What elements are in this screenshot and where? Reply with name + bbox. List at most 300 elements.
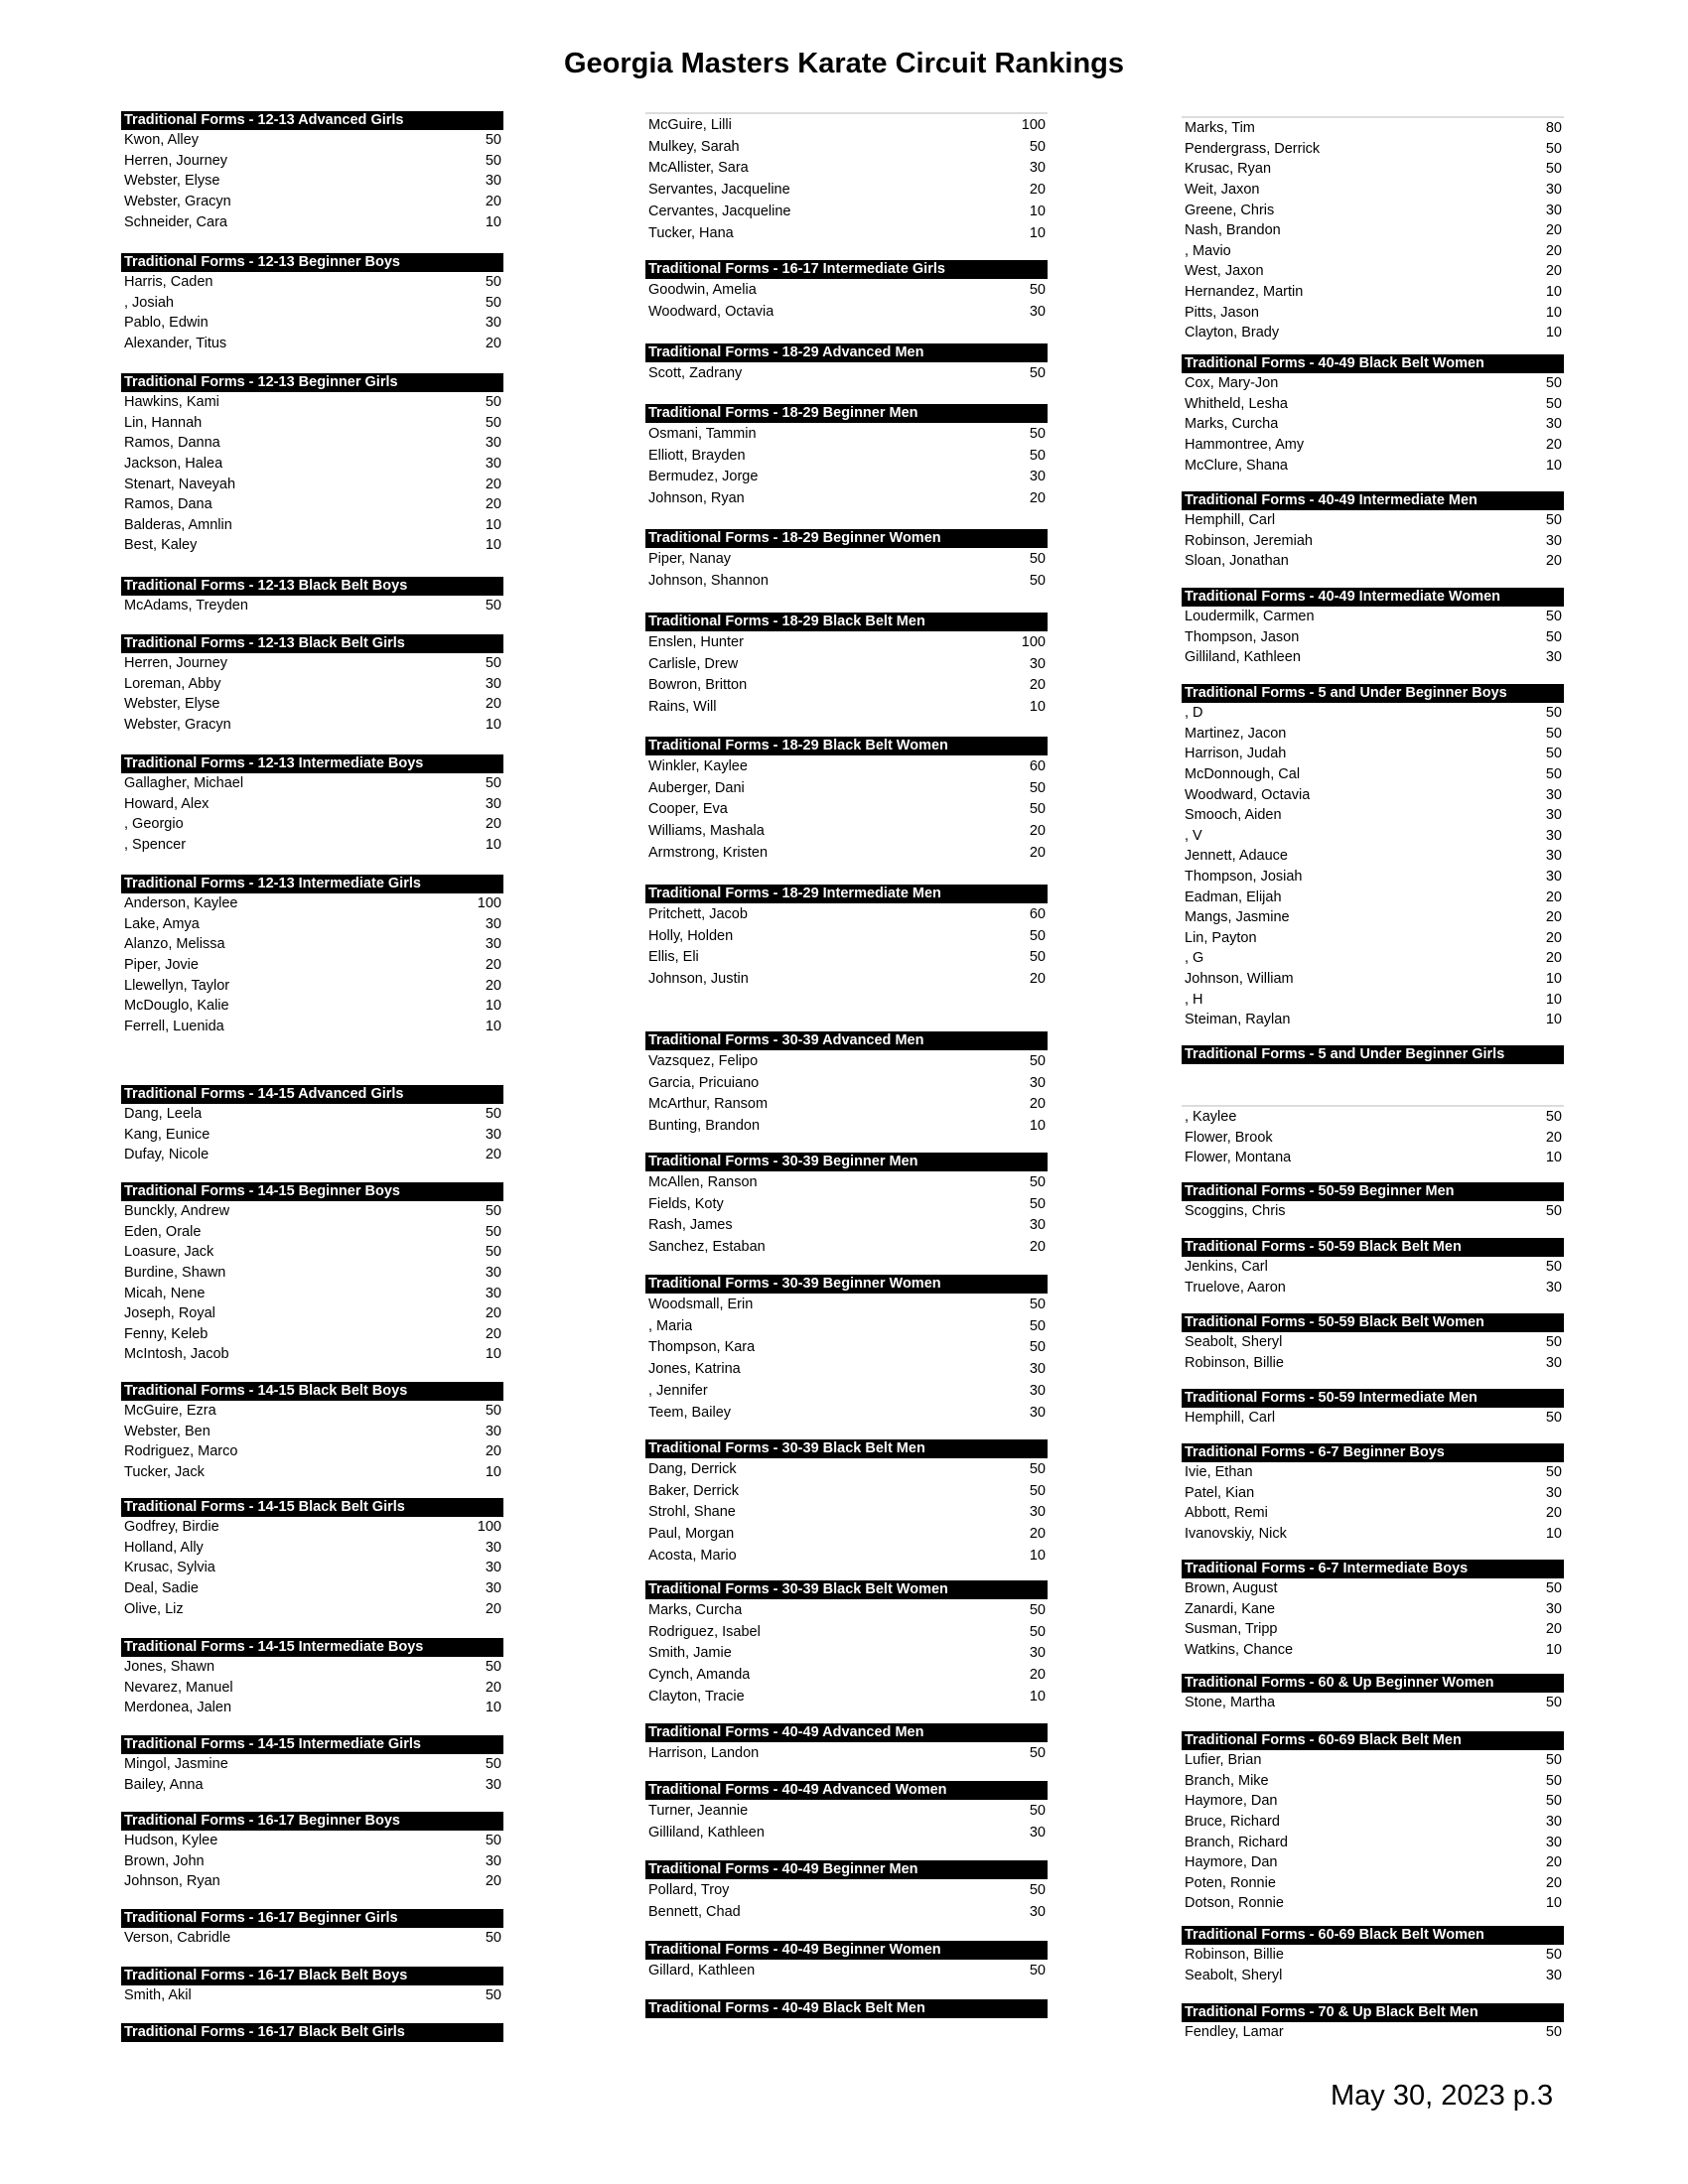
document-title: Georgia Masters Karate Circuit Rankings bbox=[563, 48, 1125, 79]
division-header: Traditional Forms - 40-49 Beginner Women bbox=[645, 1941, 1048, 1960]
competitor-points: 50 bbox=[1029, 801, 1046, 818]
competitor-row bbox=[1182, 1578, 1564, 1599]
competitor-points: 30 bbox=[485, 1423, 501, 1439]
competitor-name: Weit, Jaxon bbox=[1185, 182, 1260, 199]
competitor-name: Ellis, Eli bbox=[648, 949, 699, 966]
competitor-name: Williams, Mashala bbox=[648, 823, 765, 840]
competitor-row bbox=[645, 570, 1048, 592]
ranking-section bbox=[645, 1860, 1048, 1923]
competitor-points: 50 bbox=[1545, 609, 1562, 625]
ranking-section bbox=[121, 1812, 503, 1892]
competitor-row bbox=[645, 925, 1048, 947]
competitor-name: Steiman, Raylan bbox=[1185, 1012, 1291, 1028]
competitor-points: 30 bbox=[1545, 848, 1562, 865]
competitor-row bbox=[1182, 907, 1564, 928]
competitor-points: 10 bbox=[485, 717, 501, 734]
competitor-row bbox=[121, 1263, 503, 1284]
competitor-points: 50 bbox=[1029, 1623, 1046, 1640]
competitor-row bbox=[121, 171, 503, 192]
competitor-row bbox=[1182, 220, 1564, 241]
competitor-name: West, Jaxon bbox=[1185, 263, 1264, 280]
competitor-row bbox=[1182, 180, 1564, 201]
competitor-name: Stenart, Naveyah bbox=[124, 476, 236, 492]
division-header: Traditional Forms - 40-49 Intermediate Men bbox=[1182, 491, 1564, 510]
competitor-row bbox=[121, 1678, 503, 1699]
competitor-name: Dang, Leela bbox=[124, 1106, 203, 1123]
competitor-points: 10 bbox=[485, 213, 501, 230]
division-header: Traditional Forms - 5 and Under Beginner Boys bbox=[1182, 684, 1564, 703]
competitor-name: Paul, Morgan bbox=[648, 1526, 735, 1543]
competitor-name: Servantes, Jacqueline bbox=[648, 182, 790, 199]
division-header: Traditional Forms - 40-49 Advanced Women bbox=[645, 1781, 1048, 1800]
competitor-name: McClure, Shana bbox=[1185, 457, 1288, 474]
competitor-row bbox=[1182, 989, 1564, 1010]
competitor-name: Balderas, Amnlin bbox=[124, 516, 232, 533]
competitor-points: 20 bbox=[1029, 823, 1046, 840]
competitor-name: , Kaylee bbox=[1185, 1109, 1237, 1126]
competitor-row bbox=[645, 1822, 1048, 1843]
competitor-row bbox=[1182, 1353, 1564, 1374]
ranking-section bbox=[645, 260, 1048, 323]
competitor-row bbox=[1182, 414, 1564, 435]
competitor-name: Hernandez, Martin bbox=[1185, 284, 1304, 301]
competitor-row bbox=[645, 1458, 1048, 1480]
competitor-points: 20 bbox=[485, 336, 501, 352]
competitor-points: 10 bbox=[1029, 1548, 1046, 1565]
competitor-name: Seabolt, Sheryl bbox=[1185, 1967, 1283, 1983]
competitor-row bbox=[645, 1664, 1048, 1686]
competitor-points: 20 bbox=[1545, 888, 1562, 905]
competitor-points: 30 bbox=[1029, 1404, 1046, 1421]
competitor-name: , V bbox=[1185, 827, 1202, 844]
competitor-row bbox=[121, 272, 503, 293]
ranking-section bbox=[645, 1781, 1048, 1843]
competitor-name: Bowron, Britton bbox=[648, 677, 748, 694]
competitor-points: 30 bbox=[485, 1580, 501, 1597]
competitor-points: 30 bbox=[1029, 1074, 1046, 1091]
competitor-row bbox=[1182, 159, 1564, 180]
competitor-name: , Maria bbox=[648, 1317, 693, 1334]
competitor-name: Webster, Elyse bbox=[124, 173, 220, 190]
competitor-points: 50 bbox=[1029, 1962, 1046, 1979]
competitor-points: 30 bbox=[485, 1285, 501, 1301]
competitor-row bbox=[1182, 323, 1564, 343]
competitor-points: 20 bbox=[1545, 909, 1562, 926]
competitor-name: Harrison, Judah bbox=[1185, 746, 1287, 762]
competitor-points: 50 bbox=[1029, 1296, 1046, 1312]
division-header: Traditional Forms - 6-7 Intermediate Boys bbox=[1182, 1560, 1564, 1578]
competitor-points: 10 bbox=[485, 1346, 501, 1363]
competitor-row bbox=[1182, 764, 1564, 785]
competitor-row bbox=[645, 631, 1048, 653]
competitor-row bbox=[1182, 1462, 1564, 1483]
competitor-points: 50 bbox=[1029, 138, 1046, 155]
competitor-name: Branch, Mike bbox=[1185, 1772, 1269, 1789]
competitor-points: 10 bbox=[1029, 1689, 1046, 1706]
competitor-name: Smith, Akil bbox=[124, 1987, 192, 2004]
ranking-section bbox=[1182, 1238, 1564, 1297]
ranking-section bbox=[645, 613, 1048, 718]
competitor-points: 20 bbox=[1545, 1854, 1562, 1871]
competitor-row bbox=[121, 1344, 503, 1365]
competitor-points: 100 bbox=[1021, 633, 1046, 650]
division-header: Traditional Forms - 12-13 Intermediate Girls bbox=[121, 875, 503, 893]
competitor-row bbox=[1182, 551, 1564, 572]
ranking-section bbox=[645, 1999, 1048, 2018]
competitor-row bbox=[1182, 1893, 1564, 1914]
competitor-name: Rash, James bbox=[648, 1217, 733, 1234]
competitor-points: 10 bbox=[485, 837, 501, 854]
competitor-row bbox=[645, 279, 1048, 301]
competitor-row bbox=[121, 1283, 503, 1303]
competitor-row bbox=[1182, 1619, 1564, 1640]
competitor-row bbox=[1182, 1128, 1564, 1149]
competitor-points: 10 bbox=[1545, 304, 1562, 321]
competitor-row bbox=[645, 1402, 1048, 1424]
competitor-name: , Mavio bbox=[1185, 242, 1231, 259]
competitor-row bbox=[1182, 1503, 1564, 1524]
competitor-row bbox=[121, 1754, 503, 1775]
division-header: Traditional Forms - 40-49 Black Belt Men bbox=[645, 1999, 1048, 2018]
competitor-name: Woodward, Octavia bbox=[648, 303, 774, 320]
competitor-points: 50 bbox=[1029, 1482, 1046, 1499]
competitor-points: 50 bbox=[1029, 572, 1046, 589]
competitor-name: Thompson, Josiah bbox=[1185, 869, 1303, 886]
competitor-row bbox=[1182, 887, 1564, 907]
competitor-points: 30 bbox=[1029, 303, 1046, 320]
competitor-points: 30 bbox=[1029, 1824, 1046, 1841]
competitor-row bbox=[121, 934, 503, 955]
division-header: Traditional Forms - 18-29 Beginner Women bbox=[645, 529, 1048, 548]
competitor-row bbox=[1182, 1966, 1564, 1986]
competitor-name: Marks, Curcha bbox=[1185, 416, 1279, 433]
competitor-points: 20 bbox=[1029, 490, 1046, 507]
competitor-name: Smooch, Aiden bbox=[1185, 807, 1282, 824]
competitor-row bbox=[645, 820, 1048, 842]
competitor-points: 10 bbox=[1545, 1526, 1562, 1543]
competitor-row bbox=[1182, 1483, 1564, 1504]
competitor-name: , Georgio bbox=[124, 816, 184, 833]
competitor-points: 30 bbox=[1545, 202, 1562, 218]
competitor-name: Teem, Bailey bbox=[648, 1404, 732, 1421]
competitor-points: 50 bbox=[1545, 1203, 1562, 1220]
competitor-row bbox=[1182, 394, 1564, 415]
competitor-points: 50 bbox=[485, 414, 501, 431]
division-header: Traditional Forms - 14-15 Black Belt Girls bbox=[121, 1498, 503, 1517]
ranking-section bbox=[1182, 354, 1564, 476]
competitor-points: 20 bbox=[485, 1147, 501, 1163]
competitor-row bbox=[645, 1358, 1048, 1380]
competitor-name: Krusac, Ryan bbox=[1185, 161, 1272, 178]
competitor-points: 10 bbox=[1545, 1012, 1562, 1028]
division-header: Traditional Forms - 14-15 Black Belt Boys bbox=[121, 1382, 503, 1401]
competitor-points: 30 bbox=[485, 1852, 501, 1869]
competitor-name: Bennett, Chad bbox=[648, 1903, 741, 1920]
competitor-row bbox=[121, 653, 503, 674]
competitor-points: 50 bbox=[1545, 1109, 1562, 1126]
competitor-row bbox=[645, 114, 1048, 136]
competitor-name: Watkins, Chance bbox=[1185, 1642, 1294, 1659]
competitor-name: Hawkins, Kami bbox=[124, 394, 219, 411]
competitor-row bbox=[1182, 1201, 1564, 1222]
competitor-points: 30 bbox=[1545, 649, 1562, 666]
competitor-row bbox=[1182, 1693, 1564, 1713]
competitor-points: 30 bbox=[485, 173, 501, 190]
competitor-points: 10 bbox=[485, 1018, 501, 1034]
competitor-points: 20 bbox=[485, 1873, 501, 1890]
division-header: Traditional Forms - 6-7 Beginner Boys bbox=[1182, 1443, 1564, 1462]
competitor-points: 30 bbox=[485, 915, 501, 932]
competitor-points: 30 bbox=[1545, 1484, 1562, 1501]
competitor-points: 20 bbox=[485, 957, 501, 974]
competitor-row bbox=[1182, 531, 1564, 552]
competitor-points: 50 bbox=[485, 1833, 501, 1849]
competitor-name: Anderson, Kaylee bbox=[124, 895, 238, 912]
competitor-row bbox=[645, 755, 1048, 777]
competitor-name: Jones, Katrina bbox=[648, 1361, 741, 1378]
competitor-row bbox=[1182, 1791, 1564, 1812]
competitor-points: 10 bbox=[485, 1464, 501, 1481]
competitor-points: 50 bbox=[1545, 161, 1562, 178]
competitor-row bbox=[645, 445, 1048, 467]
competitor-row bbox=[121, 211, 503, 232]
competitor-row bbox=[1182, 969, 1564, 990]
competitor-points: 30 bbox=[1029, 1361, 1046, 1378]
competitor-name: Jackson, Halea bbox=[124, 456, 223, 473]
competitor-name: McGuire, Lilli bbox=[648, 116, 732, 133]
competitor-name: Abbott, Remi bbox=[1185, 1505, 1268, 1522]
competitor-name: Kwon, Alley bbox=[124, 132, 199, 149]
competitor-name: Alexander, Titus bbox=[124, 336, 227, 352]
competitor-name: Haymore, Dan bbox=[1185, 1793, 1278, 1810]
competitor-name: Sloan, Jonathan bbox=[1185, 553, 1289, 570]
competitor-points: 50 bbox=[1545, 1752, 1562, 1769]
competitor-name: Johnson, Ryan bbox=[124, 1873, 220, 1890]
competitor-name: Micah, Nene bbox=[124, 1285, 206, 1301]
competitor-name: Stone, Martha bbox=[1185, 1695, 1276, 1711]
competitor-points: 50 bbox=[485, 1403, 501, 1420]
competitor-name: Holly, Holden bbox=[648, 927, 734, 944]
competitor-row bbox=[645, 1800, 1048, 1822]
ranking-section bbox=[645, 1439, 1048, 1567]
competitor-row bbox=[1182, 200, 1564, 220]
competitor-name: Rodriguez, Marco bbox=[124, 1443, 238, 1460]
competitor-row bbox=[645, 696, 1048, 718]
competitor-name: Ramos, Dana bbox=[124, 496, 212, 513]
competitor-name: Dufay, Nicole bbox=[124, 1147, 210, 1163]
competitor-name: Krusac, Sylvia bbox=[124, 1560, 215, 1576]
competitor-name: Burdine, Shawn bbox=[124, 1265, 226, 1282]
competitor-points: 50 bbox=[1545, 140, 1562, 157]
competitor-points: 20 bbox=[485, 194, 501, 210]
competitor-points: 50 bbox=[1545, 375, 1562, 392]
division-header: Traditional Forms - 18-29 Beginner Men bbox=[645, 404, 1048, 423]
competitor-row bbox=[645, 423, 1048, 445]
competitor-row bbox=[645, 842, 1048, 864]
competitor-name: Eden, Orale bbox=[124, 1223, 202, 1240]
division-header: Traditional Forms - 30-39 Beginner Men bbox=[645, 1153, 1048, 1171]
competitor-row bbox=[1182, 1107, 1564, 1128]
competitor-row bbox=[1182, 1599, 1564, 1620]
ranking-section bbox=[645, 1275, 1048, 1424]
competitor-name: , Jennifer bbox=[648, 1383, 708, 1400]
competitor-name: Baker, Derrick bbox=[648, 1482, 740, 1499]
competitor-points: 30 bbox=[1545, 1600, 1562, 1617]
competitor-name: Thompson, Kara bbox=[648, 1339, 756, 1356]
competitor-points: 50 bbox=[1545, 2024, 1562, 2041]
competitor-row bbox=[645, 222, 1048, 244]
competitor-name: Poten, Ronnie bbox=[1185, 1874, 1276, 1891]
competitor-name: Marks, Tim bbox=[1185, 120, 1255, 137]
competitor-points: 20 bbox=[485, 496, 501, 513]
competitor-name: McAdams, Treyden bbox=[124, 598, 248, 614]
competitor-name: Marks, Curcha bbox=[648, 1601, 743, 1618]
competitor-name: Turner, Jeannie bbox=[648, 1802, 749, 1819]
division-header: Traditional Forms - 50-59 Black Belt Women bbox=[1182, 1313, 1564, 1332]
competitor-name: Lake, Amya bbox=[124, 915, 200, 932]
division-header: Traditional Forms - 40-49 Advanced Men bbox=[645, 1723, 1048, 1742]
competitor-name: Hemphill, Carl bbox=[1185, 512, 1276, 529]
competitor-name: Pablo, Edwin bbox=[124, 315, 209, 332]
competitor-name: Garcia, Pricuiano bbox=[648, 1074, 760, 1091]
competitor-name: Deal, Sadie bbox=[124, 1580, 199, 1597]
ranking-section bbox=[121, 1967, 503, 2006]
competitor-name: Greene, Chris bbox=[1185, 202, 1275, 218]
competitor-row bbox=[121, 494, 503, 515]
ranking-section bbox=[1182, 1313, 1564, 1373]
ranking-section bbox=[1182, 1926, 1564, 1985]
competitor-row bbox=[121, 130, 503, 151]
competitor-points: 20 bbox=[1029, 971, 1046, 988]
competitor-row bbox=[121, 814, 503, 835]
competitor-name: , D bbox=[1185, 705, 1203, 722]
division-header: Traditional Forms - 70 & Up Black Belt Men bbox=[1182, 2003, 1564, 2022]
competitor-points: 10 bbox=[485, 1700, 501, 1716]
competitor-name: Alanzo, Melissa bbox=[124, 936, 225, 953]
competitor-points: 20 bbox=[485, 1325, 501, 1342]
ranking-section bbox=[121, 253, 503, 353]
competitor-row bbox=[645, 1545, 1048, 1567]
competitor-row bbox=[1182, 703, 1564, 724]
competitor-points: 50 bbox=[1029, 1601, 1046, 1618]
ranking-section bbox=[1182, 588, 1564, 668]
competitor-name: Loasure, Jack bbox=[124, 1244, 214, 1261]
division-header: Traditional Forms - 18-29 Black Belt Men bbox=[645, 613, 1048, 631]
competitor-name: Seabolt, Sheryl bbox=[1185, 1334, 1283, 1351]
competitor-name: Smith, Jamie bbox=[648, 1645, 732, 1662]
division-header: Traditional Forms - 18-29 Intermediate Men bbox=[645, 885, 1048, 903]
competitor-points: 50 bbox=[1545, 725, 1562, 742]
competitor-points: 50 bbox=[1545, 1410, 1562, 1427]
division-header: Traditional Forms - 30-39 Beginner Women bbox=[645, 1275, 1048, 1294]
competitor-row bbox=[645, 1315, 1048, 1337]
ranking-section bbox=[645, 737, 1048, 864]
competitor-row bbox=[645, 1115, 1048, 1137]
division-header: Traditional Forms - 50-59 Beginner Men bbox=[1182, 1182, 1564, 1201]
competitor-row bbox=[1182, 302, 1564, 323]
competitor-row bbox=[1182, 1278, 1564, 1298]
competitor-points: 20 bbox=[1545, 263, 1562, 280]
competitor-points: 30 bbox=[1545, 786, 1562, 803]
competitor-points: 10 bbox=[1545, 457, 1562, 474]
competitor-row bbox=[121, 334, 503, 354]
competitor-row bbox=[121, 1017, 503, 1037]
division-header: Traditional Forms - 16-17 Beginner Girls bbox=[121, 1909, 503, 1928]
ranking-section bbox=[645, 1031, 1048, 1137]
competitor-name: Truelove, Aaron bbox=[1185, 1279, 1286, 1296]
competitor-points: 10 bbox=[1545, 325, 1562, 341]
competitor-points: 100 bbox=[477, 895, 501, 912]
competitor-row bbox=[121, 996, 503, 1017]
competitor-points: 20 bbox=[1029, 845, 1046, 862]
competitor-row bbox=[121, 1242, 503, 1263]
division-header: Traditional Forms - 12-13 Advanced Girls bbox=[121, 111, 503, 130]
competitor-name: Loreman, Abby bbox=[124, 675, 221, 692]
competitor-name: Vazsquez, Felipo bbox=[648, 1052, 759, 1069]
competitor-row bbox=[1182, 1852, 1564, 1873]
competitor-row bbox=[121, 1657, 503, 1678]
competitor-name: Johnson, Ryan bbox=[648, 490, 745, 507]
competitor-points: 30 bbox=[485, 675, 501, 692]
competitor-points: 50 bbox=[1545, 628, 1562, 645]
competitor-name: Piper, Jovie bbox=[124, 957, 199, 974]
competitor-points: 50 bbox=[485, 132, 501, 149]
division-header: Traditional Forms - 14-15 Intermediate Girls bbox=[121, 1735, 503, 1754]
competitor-name: Jennett, Adauce bbox=[1185, 848, 1288, 865]
division-header: Traditional Forms - 16-17 Black Belt Girls bbox=[121, 2023, 503, 2042]
competitor-points: 10 bbox=[1029, 204, 1046, 220]
competitor-name: Woodward, Octavia bbox=[1185, 786, 1311, 803]
competitor-row bbox=[121, 1851, 503, 1872]
competitor-points: 30 bbox=[1545, 1814, 1562, 1831]
competitor-points: 50 bbox=[1029, 425, 1046, 442]
competitor-row bbox=[645, 1294, 1048, 1315]
competitor-row bbox=[645, 1643, 1048, 1665]
competitor-points: 20 bbox=[485, 816, 501, 833]
division-header: Traditional Forms - 18-29 Advanced Men bbox=[645, 343, 1048, 362]
competitor-row bbox=[121, 1538, 503, 1559]
competitor-name: Hemphill, Carl bbox=[1185, 1410, 1276, 1427]
competitor-name: Scott, Zadrany bbox=[648, 364, 743, 381]
competitor-name: Lufier, Brian bbox=[1185, 1752, 1262, 1769]
competitor-name: Bruce, Richard bbox=[1185, 1814, 1280, 1831]
competitor-points: 30 bbox=[1029, 1645, 1046, 1662]
competitor-row bbox=[645, 1621, 1048, 1643]
ranking-section bbox=[1182, 2003, 1564, 2043]
competitor-points: 10 bbox=[1029, 699, 1046, 716]
competitor-name: Herren, Journey bbox=[124, 655, 227, 672]
competitor-row bbox=[121, 596, 503, 616]
competitor-name: Scoggins, Chris bbox=[1185, 1203, 1286, 1220]
competitor-points: 50 bbox=[485, 1756, 501, 1773]
competitor-points: 10 bbox=[1545, 971, 1562, 988]
competitor-points: 50 bbox=[1545, 705, 1562, 722]
competitor-points: 30 bbox=[1029, 1504, 1046, 1521]
competitor-name: Gilliland, Kathleen bbox=[648, 1824, 765, 1841]
competitor-row bbox=[121, 413, 503, 434]
competitor-row bbox=[1182, 1640, 1564, 1661]
competitor-points: 30 bbox=[1029, 1903, 1046, 1920]
competitor-points: 20 bbox=[1545, 1874, 1562, 1891]
competitor-name: Howard, Alex bbox=[124, 795, 210, 812]
competitor-row bbox=[121, 192, 503, 212]
competitor-name: Pendergrass, Derrick bbox=[1185, 140, 1321, 157]
division-header: Traditional Forms - 14-15 Advanced Girls bbox=[121, 1085, 503, 1104]
competitor-row bbox=[1182, 1524, 1564, 1545]
division-header: Traditional Forms - 30-39 Advanced Men bbox=[645, 1031, 1048, 1050]
competitor-row bbox=[645, 548, 1048, 570]
competitor-name: Auberger, Dani bbox=[648, 779, 745, 796]
